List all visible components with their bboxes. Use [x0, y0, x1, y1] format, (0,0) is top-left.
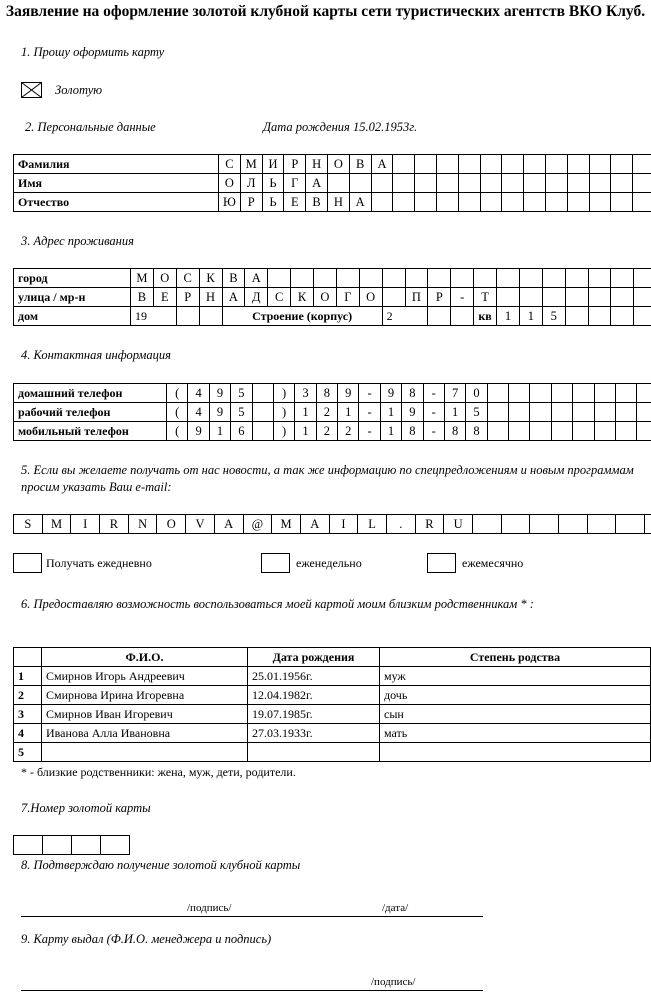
char-cell[interactable]: [436, 193, 458, 212]
relatives-relation[interactable]: муж: [380, 667, 651, 686]
char-cell[interactable]: О: [359, 288, 382, 307]
char-cell[interactable]: Ь: [262, 174, 284, 193]
relatives-row: [14, 724, 651, 743]
char-cell[interactable]: Г: [284, 174, 306, 193]
char-cell[interactable]: [393, 155, 415, 174]
section-5-heading: 5. Если вы желаете получать от нас новости, а так же информацию по спецпредложениям и новым программам просим указать Ваш e-mail:: [21, 463, 634, 494]
char-cell[interactable]: [634, 307, 651, 326]
char-cell[interactable]: [502, 155, 524, 174]
char-cell[interactable]: Р: [284, 155, 306, 174]
char-cell[interactable]: М: [131, 269, 154, 288]
char-cell[interactable]: А: [371, 155, 393, 174]
char-cell[interactable]: [509, 403, 530, 422]
relatives-dob[interactable]: 25.01.1956г.: [248, 667, 380, 686]
char-cell[interactable]: [589, 155, 611, 174]
char-cell[interactable]: [519, 288, 542, 307]
char-cell[interactable]: 1: [209, 422, 230, 441]
char-cell[interactable]: [415, 193, 437, 212]
char-cell[interactable]: [436, 174, 458, 193]
relatives-name[interactable]: Смирнов Иван Игоревич: [42, 705, 248, 724]
char-cell[interactable]: [428, 269, 451, 288]
char-cell[interactable]: 2: [338, 422, 359, 441]
char-cell[interactable]: Т: [474, 288, 497, 307]
page-title: Заявление на оформление золотой клубной карты сети туристических агентств ВКО Клуб.: [5, 3, 646, 20]
char-cell[interactable]: [458, 174, 480, 193]
char-cell[interactable]: [176, 307, 199, 326]
char-cell[interactable]: [594, 422, 615, 441]
char-cell[interactable]: Н: [199, 288, 222, 307]
personal-row: [14, 174, 651, 193]
char-cell[interactable]: 8: [402, 422, 423, 441]
char-cell[interactable]: 9: [338, 384, 359, 403]
char-cell[interactable]: R: [100, 515, 129, 534]
card-number-cell[interactable]: [14, 836, 43, 855]
personal-data-table: [13, 154, 651, 212]
char-cell[interactable]: [497, 269, 520, 288]
char-cell[interactable]: 8: [402, 384, 423, 403]
char-cell[interactable]: [567, 155, 589, 174]
char-cell[interactable]: [542, 269, 565, 288]
char-cell[interactable]: [501, 515, 530, 534]
daily-checkbox[interactable]: [13, 553, 42, 573]
gold-card-label: Золотую: [55, 83, 103, 97]
char-cell[interactable]: S: [14, 515, 43, 534]
char-cell[interactable]: V: [186, 515, 215, 534]
address-row-label: город: [14, 269, 131, 288]
char-cell[interactable]: 8: [444, 422, 465, 441]
char-cell[interactable]: Ю: [219, 193, 241, 212]
date-caption-8: /дата/: [382, 902, 409, 914]
char-cell[interactable]: [587, 515, 616, 534]
char-cell[interactable]: Д: [245, 288, 268, 307]
char-cell[interactable]: 1: [295, 422, 316, 441]
card-number-cell[interactable]: [72, 836, 101, 855]
char-cell[interactable]: 6: [231, 422, 252, 441]
char-cell[interactable]: [415, 155, 437, 174]
char-cell[interactable]: Р: [240, 193, 262, 212]
daily-label: Получать ежедневно: [46, 556, 152, 570]
char-cell[interactable]: [637, 422, 651, 441]
char-cell[interactable]: -: [359, 422, 380, 441]
building-label: Строение (корпус): [222, 307, 382, 326]
char-cell[interactable]: [371, 174, 393, 193]
char-cell[interactable]: [480, 174, 502, 193]
char-cell[interactable]: [382, 288, 405, 307]
section-3-heading: 3. Адрес проживания: [21, 234, 134, 248]
char-cell[interactable]: N: [128, 515, 157, 534]
char-cell[interactable]: [589, 174, 611, 193]
char-cell[interactable]: [451, 269, 474, 288]
char-cell[interactable]: -: [423, 384, 444, 403]
char-cell[interactable]: [565, 269, 588, 288]
section-1-heading: 1. Прошу оформить карту: [21, 45, 165, 59]
address-row-label: улица / мр-н: [14, 288, 131, 307]
char-cell[interactable]: 9: [380, 384, 401, 403]
char-cell[interactable]: 5: [231, 384, 252, 403]
char-cell[interactable]: 1: [380, 422, 401, 441]
char-cell[interactable]: -: [423, 422, 444, 441]
char-cell[interactable]: [633, 193, 651, 212]
relatives-row: [14, 743, 651, 762]
char-cell[interactable]: I: [329, 515, 358, 534]
char-cell[interactable]: 9: [209, 403, 230, 422]
address-row-label: дом: [14, 307, 131, 326]
char-cell[interactable]: [199, 307, 222, 326]
char-cell[interactable]: [565, 288, 588, 307]
char-cell[interactable]: 1: [497, 307, 520, 326]
char-cell[interactable]: [371, 193, 393, 212]
char-cell[interactable]: [487, 422, 508, 441]
char-cell[interactable]: [589, 193, 611, 212]
char-cell[interactable]: [551, 422, 572, 441]
checkbox-cross-icon: [21, 82, 42, 98]
char-cell[interactable]: [545, 174, 567, 193]
char-cell[interactable]: [415, 174, 437, 193]
personal-row: [14, 155, 651, 174]
char-cell[interactable]: Ь: [262, 193, 284, 212]
char-cell[interactable]: [611, 155, 633, 174]
char-cell[interactable]: А: [222, 288, 245, 307]
char-cell[interactable]: [573, 403, 594, 422]
char-cell[interactable]: [428, 307, 451, 326]
relatives-num: 4: [14, 724, 42, 743]
relatives-num: 2: [14, 686, 42, 705]
char-cell[interactable]: Н: [306, 155, 328, 174]
personal-row: [14, 193, 651, 212]
contact-table: [13, 383, 651, 441]
relatives-relation[interactable]: мать: [380, 724, 651, 743]
relatives-name[interactable]: [42, 743, 248, 762]
char-cell[interactable]: 5: [231, 403, 252, 422]
char-cell[interactable]: 2: [316, 422, 337, 441]
section-2-heading: 2. Персональные данные: [25, 120, 156, 134]
char-cell[interactable]: ): [273, 422, 294, 441]
char-cell[interactable]: [634, 288, 651, 307]
char-cell[interactable]: С: [268, 288, 291, 307]
char-cell[interactable]: Г: [336, 288, 359, 307]
char-cell[interactable]: A: [300, 515, 329, 534]
char-cell[interactable]: [393, 193, 415, 212]
gold-card-checkbox[interactable]: [21, 82, 42, 98]
relatives-table: [13, 647, 651, 762]
char-cell[interactable]: [474, 269, 497, 288]
personal-row-label: Отчество: [14, 193, 219, 212]
char-cell[interactable]: А: [349, 193, 371, 212]
char-cell[interactable]: 0: [466, 384, 487, 403]
date-of-birth: Дата рождения 15.02.1953г.: [263, 120, 418, 134]
char-cell[interactable]: [487, 384, 508, 403]
char-cell[interactable]: [542, 288, 565, 307]
char-cell[interactable]: I: [71, 515, 100, 534]
address-row: [14, 307, 651, 326]
weekly-label: еженедельно: [296, 556, 362, 570]
apt-label: кв: [474, 307, 497, 326]
char-cell[interactable]: С: [176, 269, 199, 288]
char-cell[interactable]: -: [359, 384, 380, 403]
char-cell[interactable]: М: [240, 155, 262, 174]
char-cell[interactable]: L: [358, 515, 387, 534]
char-cell[interactable]: .: [386, 515, 415, 534]
char-cell[interactable]: [611, 269, 634, 288]
section-9-heading: 9. Карту выдал (Ф.И.О. менеджера и подпись): [21, 932, 272, 946]
relatives-name[interactable]: Смирнова Ирина Игоревна: [42, 686, 248, 705]
section-4-heading: 4. Контактная информация: [21, 348, 171, 362]
char-cell[interactable]: M: [272, 515, 301, 534]
char-cell[interactable]: 1: [519, 307, 542, 326]
char-cell[interactable]: [524, 174, 546, 193]
char-cell[interactable]: О: [153, 269, 176, 288]
char-cell[interactable]: [458, 155, 480, 174]
char-cell[interactable]: 5: [542, 307, 565, 326]
monthly-checkbox[interactable]: [427, 553, 456, 573]
char-cell[interactable]: [359, 269, 382, 288]
char-cell[interactable]: Л: [240, 174, 262, 193]
relatives-num: 3: [14, 705, 42, 724]
relatives-col-dob: Дата рождения: [248, 648, 380, 667]
relatives-relation[interactable]: сын: [380, 705, 651, 724]
char-cell[interactable]: U: [444, 515, 473, 534]
char-cell[interactable]: 1: [338, 403, 359, 422]
char-cell[interactable]: [291, 269, 314, 288]
char-cell[interactable]: [567, 174, 589, 193]
char-cell[interactable]: [611, 288, 634, 307]
char-cell[interactable]: В: [349, 155, 371, 174]
char-cell[interactable]: [634, 269, 651, 288]
char-cell[interactable]: [551, 384, 572, 403]
relatives-row: [14, 686, 651, 705]
char-cell[interactable]: [524, 155, 546, 174]
signature-caption-8: /подпись/: [187, 902, 232, 914]
char-cell[interactable]: [502, 193, 524, 212]
char-cell[interactable]: [502, 174, 524, 193]
char-cell[interactable]: И: [262, 155, 284, 174]
char-cell[interactable]: К: [199, 269, 222, 288]
char-cell[interactable]: 2: [316, 403, 337, 422]
char-cell[interactable]: [530, 384, 551, 403]
char-cell[interactable]: [573, 384, 594, 403]
relatives-relation[interactable]: дочь: [380, 686, 651, 705]
relatives-col-relation: Степень родства: [380, 648, 651, 667]
phone-row: [14, 403, 651, 422]
char-cell[interactable]: Р: [428, 288, 451, 307]
char-cell[interactable]: [637, 384, 651, 403]
char-cell[interactable]: В: [306, 193, 328, 212]
relatives-row: [14, 667, 651, 686]
char-cell[interactable]: О: [219, 174, 241, 193]
char-cell[interactable]: 3: [295, 384, 316, 403]
card-number-cell[interactable]: [101, 836, 130, 855]
char-cell[interactable]: [633, 174, 651, 193]
section-6-heading: 6. Предоставляю возможность воспользоваться моей картой моим близким родственникам * :: [21, 597, 534, 611]
char-cell[interactable]: [645, 515, 651, 534]
char-cell[interactable]: [336, 269, 359, 288]
char-cell[interactable]: П: [405, 288, 428, 307]
char-cell[interactable]: [615, 384, 636, 403]
char-cell[interactable]: К: [291, 288, 314, 307]
char-cell[interactable]: [480, 155, 502, 174]
char-cell[interactable]: [567, 193, 589, 212]
char-cell[interactable]: [530, 403, 551, 422]
char-cell[interactable]: [611, 307, 634, 326]
char-cell[interactable]: R: [415, 515, 444, 534]
char-cell[interactable]: [436, 155, 458, 174]
char-cell[interactable]: В: [131, 288, 154, 307]
char-cell[interactable]: O: [157, 515, 186, 534]
char-cell[interactable]: [530, 515, 559, 534]
char-cell[interactable]: [314, 269, 337, 288]
address-row: [14, 269, 651, 288]
char-cell[interactable]: 9: [188, 422, 209, 441]
relatives-relation[interactable]: [380, 743, 651, 762]
char-cell[interactable]: (: [167, 403, 188, 422]
char-cell[interactable]: [458, 193, 480, 212]
signature-line-9: [21, 990, 483, 991]
relatives-num: 1: [14, 667, 42, 686]
signature-caption-9: /подпись/: [371, 976, 416, 988]
char-cell[interactable]: (: [167, 384, 188, 403]
char-cell[interactable]: [530, 422, 551, 441]
char-cell[interactable]: 1: [444, 403, 465, 422]
char-cell[interactable]: [615, 422, 636, 441]
char-cell[interactable]: А: [306, 174, 328, 193]
house-cell[interactable]: 19: [131, 307, 177, 326]
phone-row: [14, 384, 651, 403]
card-number-cell[interactable]: [43, 836, 72, 855]
char-cell[interactable]: [615, 403, 636, 422]
char-cell[interactable]: [252, 384, 273, 403]
char-cell[interactable]: О: [314, 288, 337, 307]
address-table: [13, 268, 651, 326]
char-cell[interactable]: [611, 193, 633, 212]
char-cell[interactable]: 4: [188, 384, 209, 403]
phone-row-label: рабочий телефон: [14, 403, 167, 422]
char-cell[interactable]: [252, 403, 273, 422]
char-cell[interactable]: [480, 193, 502, 212]
char-cell[interactable]: 9: [402, 403, 423, 422]
char-cell[interactable]: О: [327, 155, 349, 174]
char-cell[interactable]: [509, 422, 530, 441]
char-cell[interactable]: ): [273, 384, 294, 403]
char-cell[interactable]: [497, 288, 520, 307]
char-cell[interactable]: В: [222, 269, 245, 288]
char-cell[interactable]: @: [243, 515, 272, 534]
char-cell[interactable]: 8: [316, 384, 337, 403]
relatives-footnote: * - близкие родственники: жена, муж, дети, родители.: [21, 765, 296, 779]
section-7-heading: 7.Номер золотой карты: [21, 801, 151, 815]
char-cell[interactable]: [393, 174, 415, 193]
char-cell[interactable]: [473, 515, 502, 534]
char-cell[interactable]: [611, 174, 633, 193]
char-cell[interactable]: [588, 269, 611, 288]
char-cell[interactable]: [545, 193, 567, 212]
char-cell[interactable]: -: [423, 403, 444, 422]
char-cell[interactable]: [545, 155, 567, 174]
char-cell[interactable]: [551, 403, 572, 422]
personal-row-label: Фамилия: [14, 155, 219, 174]
char-cell[interactable]: [588, 288, 611, 307]
char-cell[interactable]: 7: [444, 384, 465, 403]
char-cell[interactable]: [451, 307, 474, 326]
building-cell[interactable]: 2: [382, 307, 428, 326]
relatives-col-num: [14, 648, 42, 667]
char-cell[interactable]: [349, 174, 371, 193]
char-cell[interactable]: [327, 174, 349, 193]
char-cell[interactable]: Е: [153, 288, 176, 307]
relatives-name[interactable]: Смирнов Игорь Андреевич: [42, 667, 248, 686]
char-cell[interactable]: [509, 384, 530, 403]
phone-row: [14, 422, 651, 441]
char-cell[interactable]: [594, 384, 615, 403]
char-cell[interactable]: С: [219, 155, 241, 174]
email-row: [14, 515, 651, 534]
monthly-label: ежемесячно: [462, 556, 524, 570]
char-cell[interactable]: [633, 155, 651, 174]
char-cell[interactable]: [405, 269, 428, 288]
char-cell[interactable]: [594, 403, 615, 422]
char-cell[interactable]: ): [273, 403, 294, 422]
signature-line-8: [21, 916, 483, 917]
phone-row-label: мобильный телефон: [14, 422, 167, 441]
section-8-heading: 8. Подтверждаю получение золотой клубной карты: [21, 858, 301, 872]
char-cell[interactable]: [524, 193, 546, 212]
relatives-dob[interactable]: 12.04.1982г.: [248, 686, 380, 705]
char-cell[interactable]: [565, 307, 588, 326]
char-cell[interactable]: A: [214, 515, 243, 534]
char-cell[interactable]: -: [359, 403, 380, 422]
card-number-boxes: [13, 835, 130, 855]
address-row: [14, 288, 651, 307]
char-cell[interactable]: [588, 307, 611, 326]
char-cell[interactable]: Е: [284, 193, 306, 212]
char-cell[interactable]: 1: [295, 403, 316, 422]
char-cell[interactable]: [487, 403, 508, 422]
char-cell[interactable]: 4: [188, 403, 209, 422]
email-table: [13, 514, 651, 534]
char-cell[interactable]: [616, 515, 645, 534]
char-cell[interactable]: -: [451, 288, 474, 307]
char-cell[interactable]: 5: [466, 403, 487, 422]
phone-row-label: домашний телефон: [14, 384, 167, 403]
char-cell[interactable]: (: [167, 422, 188, 441]
char-cell[interactable]: [252, 422, 273, 441]
char-cell[interactable]: [268, 269, 291, 288]
char-cell[interactable]: 9: [209, 384, 230, 403]
char-cell[interactable]: Р: [176, 288, 199, 307]
char-cell[interactable]: M: [42, 515, 71, 534]
char-cell[interactable]: [573, 422, 594, 441]
relatives-dob[interactable]: 19.07.1985г.: [248, 705, 380, 724]
char-cell[interactable]: 1: [380, 403, 401, 422]
relatives-dob[interactable]: 27.03.1933г.: [248, 724, 380, 743]
char-cell[interactable]: 8: [466, 422, 487, 441]
char-cell[interactable]: [559, 515, 588, 534]
char-cell[interactable]: [382, 269, 405, 288]
relatives-name[interactable]: Иванова Алла Ивановна: [42, 724, 248, 743]
char-cell[interactable]: Н: [327, 193, 349, 212]
personal-row-label: Имя: [14, 174, 219, 193]
relatives-col-name: Ф.И.О.: [42, 648, 248, 667]
relatives-num: 5: [14, 743, 42, 762]
relatives-dob[interactable]: [248, 743, 380, 762]
relatives-row: [14, 705, 651, 724]
weekly-checkbox[interactable]: [261, 553, 290, 573]
char-cell[interactable]: [637, 403, 651, 422]
char-cell[interactable]: [519, 269, 542, 288]
char-cell[interactable]: А: [245, 269, 268, 288]
